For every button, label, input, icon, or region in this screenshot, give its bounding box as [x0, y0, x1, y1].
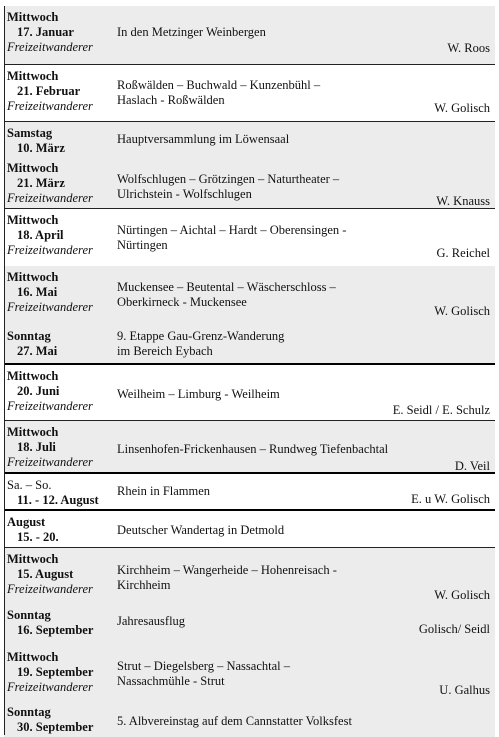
- group-label: Freizeitwanderer: [7, 191, 93, 205]
- leader-name: W. Golisch: [434, 101, 490, 115]
- table-row: [4, 604, 495, 646]
- leader-name: E. u W. Golisch: [411, 492, 490, 506]
- table-row: [4, 701, 495, 737]
- route-line: Roßwälden – Buchwald – Kunzenbühl –: [117, 78, 321, 92]
- route-line: Rhein in Flammen: [117, 484, 211, 498]
- table-row: [4, 266, 495, 325]
- weekday: Mittwoch: [7, 369, 59, 383]
- route-line: Strut – Diegelsberg – Nassachtal –: [117, 659, 290, 673]
- group-label: Freizeitwanderer: [7, 40, 93, 54]
- date-cell: [7, 515, 112, 545]
- route-line: Nürtingen – Aichtal – Hardt – Oberensingen -: [117, 223, 347, 237]
- event-date: 18. Juli: [17, 440, 56, 454]
- event-date: 18. April: [17, 228, 64, 242]
- route-line: In den Metzinger Weinbergen: [117, 25, 266, 39]
- date-cell: [7, 10, 112, 55]
- route-cell: [117, 223, 387, 253]
- route-cell: [117, 523, 387, 538]
- leader-name: W. Roos: [447, 41, 490, 55]
- route-line: Hauptversammlung im Löwensaal: [117, 132, 290, 146]
- group-label: Freizeitwanderer: [7, 680, 93, 694]
- table-row: [4, 6, 495, 65]
- date-cell: [7, 478, 112, 508]
- leader-name: W. Golisch: [434, 304, 490, 318]
- route-line: 9. Etappe Gau-Grenz-Wanderung: [117, 329, 285, 343]
- event-date: 16. Mai: [17, 285, 58, 299]
- table-row: [4, 511, 495, 548]
- date-cell: [7, 608, 112, 638]
- weekday: August: [7, 515, 46, 529]
- group-label: Freizeitwanderer: [7, 300, 93, 314]
- leader-name: W. Knauss: [436, 194, 490, 208]
- route-cell: [117, 329, 387, 359]
- table-row: [4, 365, 495, 421]
- route-cell: [117, 442, 447, 457]
- date-cell: [7, 69, 112, 114]
- table-row: [4, 421, 495, 474]
- route-line: Linsenhofen-Frickenhausen – Rundweg Tiefenbachtal: [117, 442, 389, 456]
- leader-name: W. Golisch: [434, 588, 490, 602]
- table-row: [4, 474, 495, 511]
- table-row: [4, 157, 495, 209]
- weekday: Mittwoch: [7, 552, 59, 566]
- date-cell: [7, 650, 112, 695]
- route-cell: [117, 132, 387, 147]
- table-row: [4, 646, 495, 701]
- route-line: Deutscher Wandertag in Detmold: [117, 523, 285, 537]
- event-date: 20. Juni: [17, 384, 60, 398]
- route-line: Nürtingen: [117, 238, 168, 252]
- weekday: Mittwoch: [7, 161, 59, 175]
- route-line: im Bereich Eybach: [117, 344, 213, 358]
- date-cell: [7, 552, 112, 597]
- route-line: Kirchheim: [117, 578, 171, 592]
- route-cell: [117, 659, 387, 689]
- event-date: 21. März: [17, 176, 65, 190]
- weekday: Sonntag: [7, 705, 51, 719]
- route-cell: [117, 78, 387, 108]
- route-cell: [117, 714, 447, 729]
- weekday: Mittwoch: [7, 270, 59, 284]
- table-row: [4, 122, 495, 157]
- date-cell: [7, 126, 112, 156]
- route-line: Ulrichstein - Wolfschlugen: [117, 187, 252, 201]
- route-line: 5. Albvereinstag auf dem Cannstatter Volksfest: [117, 714, 352, 728]
- event-date: 15. August: [17, 567, 74, 581]
- table-row: [4, 209, 495, 266]
- event-date: 11. - 12. August: [17, 493, 99, 507]
- route-cell: [117, 484, 387, 499]
- table-left-rule: [4, 6, 5, 735]
- route-line: Wolfschlugen – Grötzingen – Naturtheater –: [117, 172, 340, 186]
- weekday: Mittwoch: [7, 650, 59, 664]
- date-cell: [7, 161, 112, 206]
- event-date: 15. - 20.: [17, 530, 59, 544]
- event-date: 30. September: [17, 720, 94, 734]
- table-row: [4, 65, 495, 122]
- route-line: Kirchheim – Wangerheide – Hohenreisach -: [117, 563, 337, 577]
- date-cell: [7, 369, 112, 414]
- group-label: Freizeitwanderer: [7, 99, 93, 113]
- event-date: 17. Januar: [17, 25, 74, 39]
- weekday: Mittwoch: [7, 69, 59, 83]
- date-cell: [7, 213, 112, 258]
- route-line: Weilheim – Limburg - Weilheim: [117, 387, 280, 401]
- group-label: Freizeitwanderer: [7, 582, 93, 596]
- weekday: Mittwoch: [7, 10, 59, 24]
- weekday: Mittwoch: [7, 425, 59, 439]
- route-line: Jahresausflug: [117, 614, 186, 628]
- date-cell: [7, 329, 112, 359]
- event-date: 16. September: [17, 623, 94, 637]
- route-line: Oberkirneck - Muckensee: [117, 295, 247, 309]
- route-cell: [117, 25, 387, 40]
- leader-name: E. Seidl / E. Schulz: [392, 403, 490, 417]
- route-cell: [117, 387, 387, 402]
- route-cell: [117, 280, 387, 310]
- table-row: [4, 325, 495, 365]
- route-line: Nassachmühle - Strut: [117, 674, 225, 688]
- group-label: Freizeitwanderer: [7, 455, 93, 469]
- weekday: Sonntag: [7, 608, 51, 622]
- weekday: Samstag: [7, 126, 53, 140]
- weekday: Sa. – So.: [7, 478, 52, 492]
- date-cell: [7, 270, 112, 315]
- date-cell: [7, 425, 112, 470]
- group-label: Freizeitwanderer: [7, 243, 93, 257]
- event-date: 21. Februar: [17, 84, 81, 98]
- route-cell: [117, 563, 387, 593]
- route-cell: [117, 614, 387, 629]
- weekday: Mittwoch: [7, 213, 59, 227]
- weekday: Sonntag: [7, 329, 51, 343]
- leader-name: U. Galhus: [439, 683, 490, 697]
- route-cell: [117, 172, 387, 202]
- leader-name: Golisch/ Seidl: [418, 622, 490, 636]
- event-date: 10. März: [17, 141, 65, 155]
- table-row: [4, 548, 495, 604]
- date-cell: [7, 705, 112, 735]
- event-date: 19. September: [17, 665, 94, 679]
- group-label: Freizeitwanderer: [7, 399, 93, 413]
- route-line: Haslach - Roßwälden: [117, 93, 225, 107]
- event-date: 27. Mai: [17, 344, 58, 358]
- leader-name: G. Reichel: [436, 246, 490, 260]
- route-line: Muckensee – Beutental – Wäscherschloss –: [117, 280, 336, 294]
- leader-name: D. Veil: [454, 459, 490, 473]
